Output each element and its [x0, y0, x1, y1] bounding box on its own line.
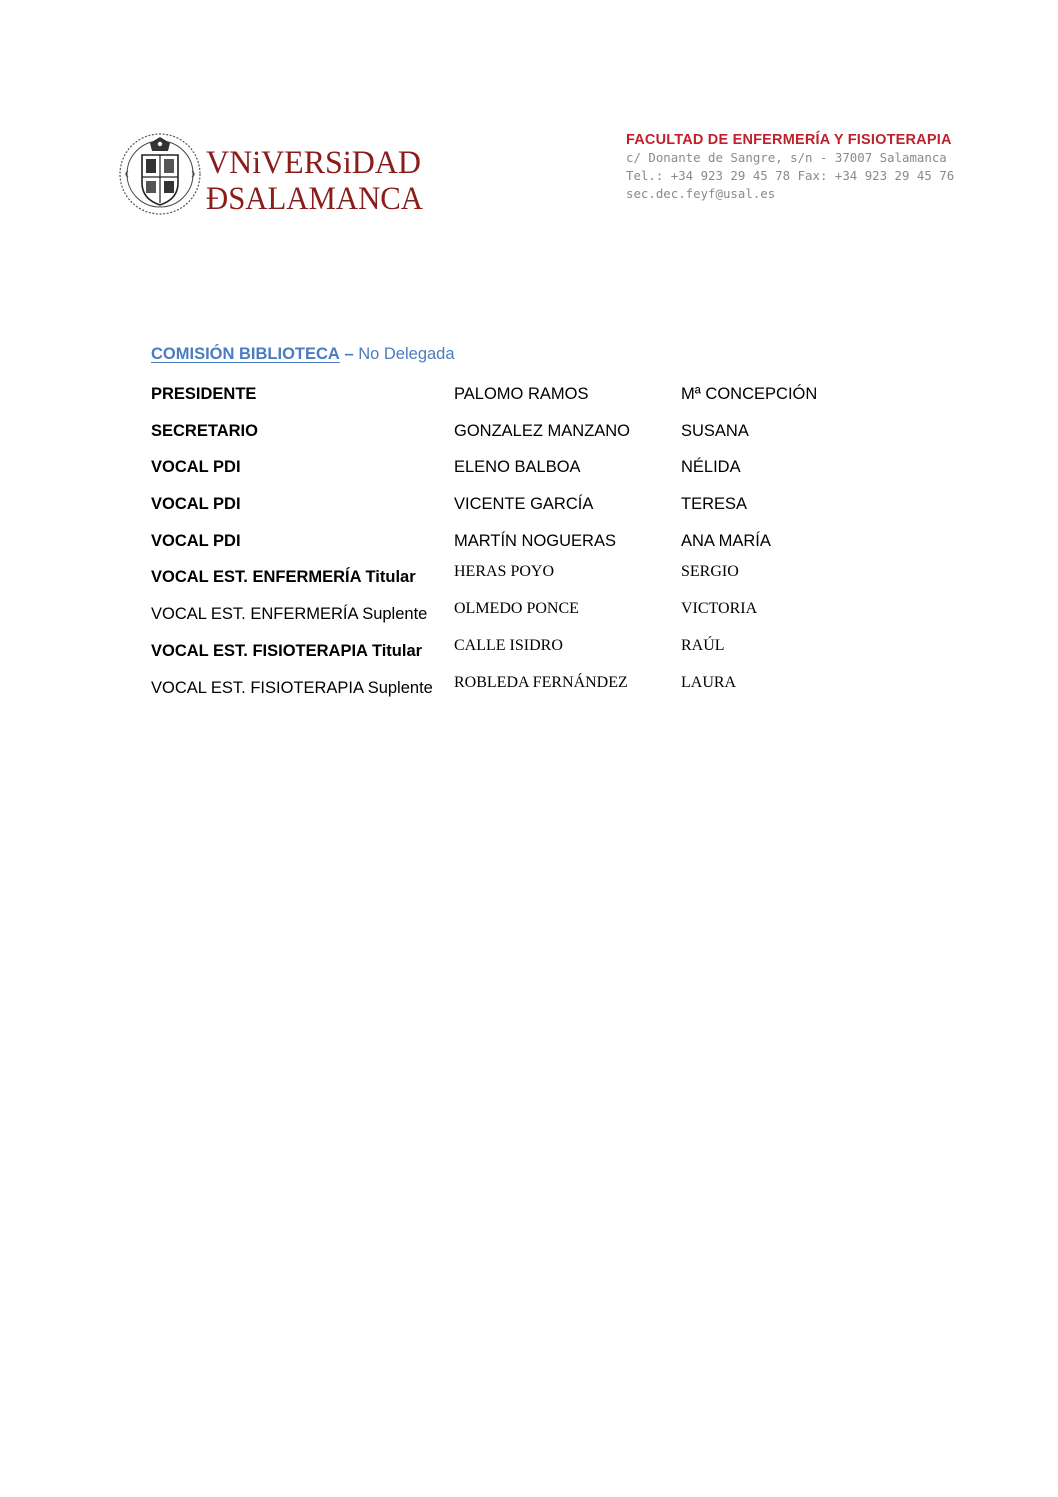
- member-given-name: VICTORIA: [681, 600, 758, 618]
- member-given-name: TERESA: [681, 495, 748, 514]
- faculty-name: FACULTAD DE ENFERMERÍA Y FISIOTERAPIA: [626, 132, 952, 148]
- member-surname: PALOMO RAMOS: [454, 385, 589, 403]
- member-row: [151, 673, 911, 713]
- member-surname: CALLE ISIDRO: [454, 636, 563, 654]
- member-given-name: SUSANA: [681, 421, 749, 440]
- faculty-contact-block: [626, 131, 956, 203]
- member-row: [151, 382, 911, 419]
- member-row: [151, 419, 911, 456]
- member-given-name: LAURA: [681, 673, 737, 691]
- member-surname: OLMEDO PONCE: [454, 600, 579, 618]
- member-role: VOCAL EST. ENFERMERÍA Suplente: [151, 605, 428, 624]
- member-role: VOCAL PDI: [151, 458, 241, 477]
- member-role: VOCAL PDI: [151, 531, 241, 550]
- member-given-name: RAÚL: [681, 636, 725, 654]
- member-role: VOCAL EST. FISIOTERAPIA Titular: [151, 641, 423, 660]
- university-wordmark: [206, 143, 426, 213]
- member-surname: ROBLEDA FERNÁNDEZ: [454, 673, 628, 691]
- commission-dash: –: [344, 345, 354, 363]
- member-surname: HERAS POYO: [454, 563, 555, 581]
- member-row: [151, 492, 911, 529]
- member-role: SECRETARIO: [151, 421, 258, 440]
- university-seal-icon: [118, 131, 202, 217]
- faculty-email: sec.dec.feyf@usal.es: [626, 186, 776, 201]
- member-given-name: ANA MARÍA: [681, 531, 771, 550]
- wordmark-line1: VNiVERSiDAD: [206, 145, 421, 181]
- member-given-name: NÉLIDA: [681, 458, 741, 477]
- members-table: [151, 382, 911, 712]
- member-row: [151, 455, 911, 492]
- commission-subtitle: No Delegada: [358, 345, 455, 363]
- member-role: VOCAL EST. ENFERMERÍA Titular: [151, 568, 416, 587]
- member-surname: VICENTE GARCÍA: [454, 495, 594, 514]
- university-logo: [118, 131, 428, 219]
- member-surname: ELENO BALBOA: [454, 458, 581, 477]
- faculty-phone: Tel.: +34 923 29 45 78 Fax: +34 923 29 45 76: [626, 168, 955, 183]
- member-surname: GONZALEZ MANZANO: [454, 421, 631, 440]
- commission-title: COMISIÓN BIBLIOTECA: [151, 345, 340, 363]
- commission-heading: [151, 343, 455, 365]
- member-role: PRESIDENTE: [151, 385, 257, 403]
- member-role: VOCAL PDI: [151, 495, 241, 514]
- member-given-name: SERGIO: [681, 563, 739, 581]
- member-given-name: Mª CONCEPCIÓN: [681, 385, 818, 403]
- member-role: VOCAL EST. FISIOTERAPIA Suplente: [151, 678, 433, 697]
- wordmark-line2: ÐSALAMANCA: [206, 181, 424, 213]
- faculty-address: c/ Donante de Sangre, s/n - 37007 Salamanca: [626, 150, 947, 165]
- member-surname: MARTÍN NOGUERAS: [454, 531, 616, 550]
